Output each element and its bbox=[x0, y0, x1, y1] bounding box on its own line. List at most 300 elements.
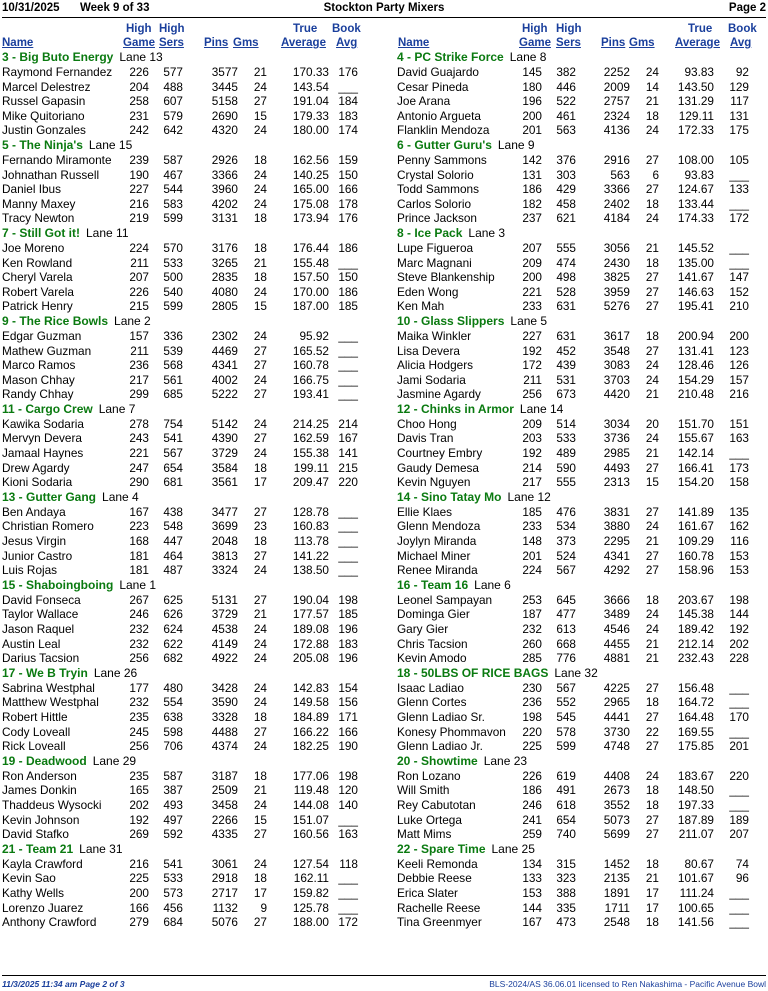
player-high-series: 673 bbox=[556, 387, 576, 402]
player-book-average: 147 bbox=[729, 270, 749, 285]
player-row bbox=[397, 857, 767, 872]
player-high-series: 552 bbox=[556, 695, 576, 710]
player-book-average: 186 bbox=[338, 284, 358, 299]
player-true-average: 101.67 bbox=[677, 871, 714, 886]
player-games: 24 bbox=[253, 372, 267, 387]
header-high-sers-2: Sers bbox=[556, 37, 581, 49]
player-high-series: 458 bbox=[556, 196, 576, 211]
player-true-average: 140.25 bbox=[292, 167, 329, 182]
team-name: 20 - Showtime bbox=[397, 753, 478, 768]
player-high-series: 577 bbox=[163, 65, 183, 79]
player-true-average: 158.96 bbox=[677, 563, 714, 578]
player-high-series: 473 bbox=[556, 915, 576, 930]
player-high-game: 214 bbox=[522, 460, 542, 475]
player-name: Marc Magnani bbox=[397, 255, 472, 270]
player-games: 17 bbox=[253, 885, 267, 900]
player-true-average: 95.92 bbox=[299, 328, 329, 343]
player-high-game: 202 bbox=[129, 797, 149, 812]
player-high-game: 200 bbox=[522, 270, 542, 285]
player-book-average: ___ bbox=[338, 372, 358, 387]
player-pins: 4922 bbox=[211, 651, 238, 666]
player-high-series: 706 bbox=[163, 739, 183, 754]
player-book-average: 129 bbox=[729, 79, 749, 94]
player-book-average: 170 bbox=[729, 709, 749, 724]
player-true-average: 166.75 bbox=[292, 372, 329, 387]
player-high-series: 654 bbox=[556, 812, 576, 827]
header-pins: Pins bbox=[601, 37, 626, 49]
player-pins: 2324 bbox=[603, 108, 630, 123]
team-title bbox=[397, 842, 767, 857]
player-high-game: 245 bbox=[129, 724, 149, 739]
player-high-game: 217 bbox=[522, 475, 542, 490]
player-name: Marco Ramos bbox=[2, 358, 76, 373]
player-row bbox=[2, 65, 382, 80]
player-pins: 4374 bbox=[211, 739, 238, 754]
player-high-series: 497 bbox=[163, 812, 183, 827]
player-row bbox=[397, 446, 767, 461]
player-name: Anthony Crawford bbox=[2, 915, 97, 930]
player-games: 27 bbox=[645, 182, 659, 197]
player-pins: 4136 bbox=[603, 123, 630, 138]
team-title bbox=[397, 138, 767, 153]
player-games: 27 bbox=[645, 284, 659, 299]
player-games: 24 bbox=[645, 358, 659, 373]
team-block bbox=[397, 314, 767, 402]
player-book-average: 154 bbox=[338, 680, 358, 695]
player-high-game: 216 bbox=[129, 196, 149, 211]
player-book-average: 172 bbox=[729, 211, 749, 226]
player-high-series: 598 bbox=[163, 724, 183, 739]
player-high-game: 258 bbox=[129, 94, 149, 109]
player-true-average: 197.33 bbox=[677, 797, 714, 812]
team-block bbox=[397, 138, 767, 226]
player-true-average: 184.89 bbox=[292, 709, 329, 724]
header-high-game-1: High bbox=[126, 23, 152, 35]
player-book-average: 162 bbox=[729, 519, 749, 534]
player-row bbox=[397, 681, 767, 696]
team-block bbox=[2, 314, 382, 402]
player-name: Joe Arana bbox=[397, 94, 451, 109]
player-high-series: 533 bbox=[556, 431, 576, 446]
player-games: 24 bbox=[253, 651, 267, 666]
player-true-average: 155.48 bbox=[292, 255, 329, 270]
player-games: 20 bbox=[645, 416, 659, 431]
player-name: Crystal Solorio bbox=[397, 167, 474, 182]
team-block bbox=[2, 138, 382, 226]
player-book-average: 173 bbox=[729, 460, 749, 475]
player-high-game: 260 bbox=[522, 636, 542, 651]
player-true-average: 141.89 bbox=[677, 504, 714, 519]
player-high-game: 182 bbox=[522, 196, 542, 211]
player-high-series: 607 bbox=[163, 94, 183, 109]
team-title bbox=[397, 226, 767, 241]
team-title bbox=[397, 50, 767, 65]
player-high-series: 315 bbox=[556, 856, 576, 871]
player-true-average: 109.29 bbox=[677, 534, 714, 549]
player-true-average: 199.11 bbox=[293, 460, 329, 475]
team-lane: Lane 31 bbox=[79, 841, 123, 856]
player-book-average: 105 bbox=[729, 152, 749, 167]
player-row bbox=[2, 475, 382, 490]
player-high-game: 278 bbox=[129, 416, 149, 431]
player-name: Darius Tacsion bbox=[2, 651, 80, 666]
player-name: Fernando Miramonte bbox=[2, 152, 112, 167]
player-high-game: 167 bbox=[129, 504, 149, 519]
player-high-series: 541 bbox=[163, 431, 183, 446]
player-high-game: 235 bbox=[129, 709, 149, 724]
player-true-average: 119.48 bbox=[293, 783, 329, 798]
player-book-average: 118 bbox=[339, 856, 358, 871]
player-high-game: 246 bbox=[129, 607, 149, 622]
player-games: 18 bbox=[253, 709, 267, 724]
team-block bbox=[2, 666, 382, 754]
player-high-game: 241 bbox=[522, 812, 542, 827]
player-row bbox=[397, 549, 767, 564]
player-true-average: 172.33 bbox=[677, 123, 714, 138]
player-pins: 3729 bbox=[211, 446, 238, 461]
player-games: 24 bbox=[253, 167, 267, 182]
player-row bbox=[2, 80, 382, 95]
player-name: Penny Sammons bbox=[397, 152, 487, 167]
player-row bbox=[397, 256, 767, 271]
player-name: Glenn Cortes bbox=[397, 695, 467, 710]
header-gms: Gms bbox=[233, 37, 259, 49]
player-book-average: ___ bbox=[729, 695, 749, 710]
player-pins: 3265 bbox=[211, 255, 238, 270]
player-pins: 3960 bbox=[211, 182, 238, 197]
player-pins: 2509 bbox=[211, 783, 238, 798]
player-name: Luke Ortega bbox=[397, 812, 462, 827]
player-book-average: 185 bbox=[338, 299, 358, 314]
player-name: Kayla Crawford bbox=[2, 856, 83, 871]
player-high-series: 446 bbox=[556, 79, 576, 94]
player-games: 24 bbox=[253, 636, 267, 651]
player-true-average: 111.24 bbox=[679, 885, 714, 900]
player-high-series: 335 bbox=[556, 900, 576, 915]
player-high-series: 336 bbox=[163, 328, 183, 343]
player-book-average: ___ bbox=[729, 196, 749, 211]
player-pins: 2302 bbox=[211, 328, 238, 343]
player-pins: 3959 bbox=[603, 284, 630, 299]
player-name: Keeli Remonda bbox=[397, 856, 478, 871]
team-lane: Lane 26 bbox=[93, 665, 138, 680]
player-games: 24 bbox=[253, 622, 267, 636]
player-high-series: 522 bbox=[556, 94, 576, 109]
player-book-average: ___ bbox=[338, 387, 358, 402]
player-book-average: 163 bbox=[729, 431, 749, 446]
player-games: 21 bbox=[253, 783, 267, 798]
header-high-sers-1: High bbox=[159, 23, 185, 35]
player-row bbox=[2, 681, 382, 696]
player-high-game: 267 bbox=[129, 592, 149, 607]
player-book-average: 196 bbox=[338, 622, 358, 636]
player-games: 27 bbox=[253, 343, 267, 358]
player-games: 27 bbox=[645, 460, 659, 475]
player-pins: 3617 bbox=[603, 328, 630, 343]
player-book-average: 178 bbox=[338, 196, 358, 211]
player-high-series: 622 bbox=[163, 636, 183, 651]
player-high-game: 200 bbox=[522, 108, 542, 123]
player-high-series: 540 bbox=[163, 284, 183, 299]
player-book-average: 157 bbox=[729, 372, 749, 387]
player-true-average: 214.25 bbox=[292, 416, 329, 431]
player-pins: 4292 bbox=[603, 563, 630, 578]
player-pins: 1711 bbox=[604, 900, 630, 915]
player-row bbox=[397, 417, 767, 432]
player-high-game: 285 bbox=[522, 651, 542, 666]
player-high-game: 269 bbox=[129, 827, 149, 842]
player-games: 18 bbox=[645, 255, 659, 270]
player-true-average: 148.50 bbox=[677, 783, 714, 798]
player-pins: 3666 bbox=[603, 592, 630, 607]
player-pins: 5222 bbox=[211, 387, 238, 402]
player-row bbox=[397, 813, 767, 828]
player-name: Johnathan Russell bbox=[2, 167, 100, 182]
player-book-average: 202 bbox=[729, 636, 749, 651]
right-column bbox=[397, 22, 767, 930]
player-high-game: 207 bbox=[522, 240, 542, 255]
player-high-series: 480 bbox=[163, 680, 183, 695]
player-true-average: 177.06 bbox=[292, 768, 329, 783]
player-row bbox=[2, 256, 382, 271]
player-games: 27 bbox=[645, 343, 659, 358]
player-true-average: 131.29 bbox=[677, 94, 714, 109]
player-name: Chris Tacsion bbox=[397, 636, 468, 651]
player-name: Davis Tran bbox=[397, 431, 454, 446]
player-high-series: 579 bbox=[163, 108, 183, 123]
player-row bbox=[397, 607, 767, 622]
player-book-average: 175 bbox=[729, 123, 749, 138]
team-title bbox=[397, 314, 767, 329]
player-name: Antonio Argueta bbox=[397, 108, 481, 123]
player-high-series: 590 bbox=[556, 460, 576, 475]
team-lane: Lane 8 bbox=[509, 50, 547, 64]
player-pins: 4341 bbox=[603, 548, 630, 563]
player-high-series: 429 bbox=[556, 182, 576, 197]
player-book-average: 176 bbox=[338, 65, 358, 79]
player-high-series: 447 bbox=[163, 534, 183, 549]
player-true-average: 131.41 bbox=[677, 343, 714, 358]
player-row bbox=[2, 783, 382, 798]
player-games: 24 bbox=[645, 622, 659, 636]
player-true-average: 160.56 bbox=[292, 827, 329, 842]
player-book-average: 196 bbox=[338, 651, 358, 666]
player-row bbox=[2, 871, 382, 886]
player-book-average: 198 bbox=[729, 592, 749, 607]
player-true-average: 170.00 bbox=[292, 284, 329, 299]
player-row bbox=[397, 197, 767, 212]
player-book-average: 210 bbox=[729, 299, 749, 314]
player-row bbox=[2, 431, 382, 446]
player-high-series: 573 bbox=[163, 885, 183, 900]
player-row bbox=[2, 344, 382, 359]
player-name: Christian Romero bbox=[2, 519, 94, 534]
player-high-game: 181 bbox=[129, 563, 149, 578]
team-lane: Lane 6 bbox=[474, 577, 511, 592]
player-name: Courtney Embry bbox=[397, 446, 483, 461]
player-high-game: 256 bbox=[129, 739, 149, 754]
player-name: David Guajardo bbox=[397, 65, 479, 79]
player-true-average: 193.41 bbox=[292, 387, 329, 402]
player-pins: 4002 bbox=[211, 372, 238, 387]
team-block bbox=[397, 842, 767, 930]
player-name: Kawika Sodaria bbox=[2, 416, 84, 431]
player-name: Robert Varela bbox=[2, 284, 74, 299]
player-high-series: 631 bbox=[556, 328, 576, 343]
player-true-average: 155.38 bbox=[292, 446, 329, 461]
player-high-game: 167 bbox=[522, 915, 542, 930]
player-pins: 5076 bbox=[211, 915, 238, 930]
player-games: 24 bbox=[645, 65, 659, 79]
player-book-average: ___ bbox=[729, 783, 749, 798]
header-high-game-2: Game bbox=[519, 37, 551, 49]
player-high-series: 388 bbox=[556, 885, 576, 900]
player-name: Carlos Solorio bbox=[397, 196, 472, 211]
footer-print-info: 11/3/2025 11:34 am Page 2 of 3 bbox=[2, 979, 125, 989]
team-title bbox=[397, 402, 767, 417]
player-pins: 3034 bbox=[603, 416, 630, 431]
player-book-average: 167 bbox=[338, 431, 358, 446]
player-high-game: 235 bbox=[129, 768, 149, 783]
player-book-average: 153 bbox=[729, 563, 749, 578]
player-high-game: 200 bbox=[129, 885, 149, 900]
player-high-game: 237 bbox=[522, 211, 542, 226]
player-pins: 3831 bbox=[603, 504, 630, 519]
player-book-average: 150 bbox=[338, 270, 358, 285]
player-true-average: 161.67 bbox=[677, 519, 714, 534]
player-pins: 2135 bbox=[603, 871, 630, 886]
team-name: 3 - Big Buto Energy bbox=[2, 50, 114, 64]
team-block bbox=[2, 578, 382, 666]
player-games: 17 bbox=[645, 900, 659, 915]
player-name: Glenn Ladiao Jr. bbox=[397, 739, 483, 754]
column-header bbox=[397, 22, 767, 50]
player-games: 27 bbox=[253, 827, 267, 842]
player-book-average: ___ bbox=[729, 724, 749, 739]
player-games: 27 bbox=[253, 915, 267, 930]
player-name: Ron Lozano bbox=[397, 768, 461, 783]
player-true-average: 100.65 bbox=[677, 900, 714, 915]
player-pins: 2985 bbox=[603, 446, 630, 461]
team-block bbox=[397, 578, 767, 666]
team-lane: Lane 5 bbox=[510, 313, 548, 328]
player-pins: 4420 bbox=[603, 387, 630, 402]
player-row bbox=[397, 373, 767, 388]
player-book-average: 133 bbox=[729, 182, 749, 197]
player-high-series: 587 bbox=[163, 152, 183, 167]
report-date: 10/31/2025 bbox=[2, 2, 60, 14]
player-true-average: 210.48 bbox=[677, 387, 714, 402]
player-book-average: ___ bbox=[338, 358, 358, 373]
header-pins: Pins bbox=[204, 37, 229, 49]
player-high-game: 165 bbox=[129, 783, 149, 798]
team-lane: Lane 14 bbox=[519, 401, 564, 416]
header-name: Name bbox=[2, 37, 34, 49]
player-high-game: 232 bbox=[129, 636, 149, 651]
player-pins: 4335 bbox=[211, 827, 238, 842]
player-games: 18 bbox=[253, 534, 267, 549]
player-book-average: 183 bbox=[338, 108, 358, 123]
player-book-average: 159 bbox=[338, 152, 358, 167]
player-row bbox=[397, 94, 767, 109]
player-name: Mathew Guzman bbox=[2, 343, 92, 358]
player-high-game: 233 bbox=[522, 299, 542, 314]
player-high-series: 500 bbox=[163, 270, 183, 285]
team-title bbox=[397, 490, 767, 505]
player-high-series: 625 bbox=[163, 592, 183, 607]
player-high-series: 531 bbox=[556, 372, 576, 387]
header-book-avg-1: Book bbox=[332, 23, 361, 35]
player-games: 27 bbox=[253, 592, 267, 607]
player-pins: 3445 bbox=[211, 79, 238, 94]
player-pins: 2266 bbox=[211, 812, 238, 827]
player-true-average: 141.67 bbox=[677, 270, 714, 285]
player-row bbox=[2, 94, 382, 109]
team-name: 16 - Team 16 bbox=[397, 577, 469, 592]
player-name: Manny Maxey bbox=[2, 196, 76, 211]
player-games: 6 bbox=[652, 167, 659, 182]
player-name: Thaddeus Wysocki bbox=[2, 797, 102, 812]
player-true-average: 93.83 bbox=[684, 65, 714, 79]
player-high-series: 618 bbox=[556, 797, 576, 812]
player-row bbox=[2, 563, 382, 578]
player-games: 18 bbox=[253, 270, 267, 285]
player-high-series: 493 bbox=[163, 797, 183, 812]
header-book-avg-2: Avg bbox=[336, 37, 358, 49]
player-true-average: 175.85 bbox=[677, 739, 714, 754]
player-row bbox=[2, 211, 382, 226]
player-games: 24 bbox=[253, 182, 267, 197]
player-high-game: 231 bbox=[129, 108, 149, 123]
player-pins: 3825 bbox=[603, 270, 630, 285]
player-book-average: ___ bbox=[729, 446, 749, 461]
player-name: Lupe Figueroa bbox=[397, 240, 474, 255]
player-book-average: 158 bbox=[729, 475, 749, 490]
player-high-game: 192 bbox=[522, 343, 542, 358]
player-row bbox=[2, 446, 382, 461]
player-high-game: 242 bbox=[129, 123, 149, 138]
player-true-average: 169.55 bbox=[677, 724, 714, 739]
player-row bbox=[2, 123, 382, 138]
player-pins: 4748 bbox=[603, 739, 630, 754]
player-true-average: 211.07 bbox=[678, 827, 714, 842]
player-true-average: 164.48 bbox=[677, 709, 714, 724]
player-true-average: 172.88 bbox=[292, 636, 329, 651]
player-pins: 4149 bbox=[211, 636, 238, 651]
player-high-game: 181 bbox=[129, 548, 149, 563]
player-true-average: 160.83 bbox=[292, 519, 329, 534]
player-high-game: 133 bbox=[522, 871, 542, 886]
player-book-average: ___ bbox=[729, 255, 749, 270]
player-high-game: 131 bbox=[522, 167, 542, 182]
player-high-series: 642 bbox=[163, 123, 183, 138]
player-high-series: 491 bbox=[556, 783, 576, 798]
player-book-average: 141 bbox=[338, 446, 358, 461]
player-high-series: 477 bbox=[556, 607, 576, 622]
column-header bbox=[2, 22, 382, 50]
player-games: 21 bbox=[645, 636, 659, 651]
player-book-average: 166 bbox=[338, 182, 358, 197]
player-true-average: 183.67 bbox=[677, 768, 714, 783]
page-header bbox=[2, 2, 766, 18]
team-name: 8 - Ice Pack bbox=[397, 225, 463, 240]
player-high-game: 207 bbox=[129, 270, 149, 285]
player-true-average: 174.33 bbox=[677, 211, 714, 226]
player-row bbox=[397, 461, 767, 476]
team-name: 11 - Cargo Crew bbox=[2, 401, 93, 416]
team-name: 22 - Spare Time bbox=[397, 841, 486, 856]
player-pins: 3366 bbox=[603, 182, 630, 197]
